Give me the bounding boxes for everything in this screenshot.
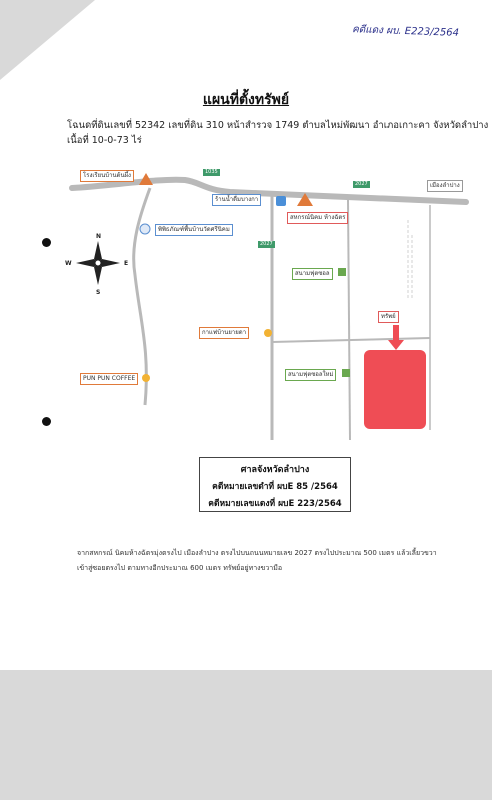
coop-label: สหกรณ์นิคม ห้างฉัตร [287, 212, 348, 224]
compass-rose [65, 233, 128, 296]
court-name: ศาลจังหวัดลำปาง [240, 465, 310, 475]
court-case-box [199, 457, 351, 512]
black-case-number: คดีหมายเลขดำที่ ผบE 85 /2564 [212, 482, 338, 492]
school-label: โรงเรียนบ้านต้นผึ้ง [80, 170, 134, 182]
handwritten-case-note: คดีแดง ผบ. E223/2564 [351, 24, 460, 39]
road-2027 [348, 200, 350, 440]
water-shop-label: ร้านน้ำดื่มบางกา [212, 194, 261, 206]
park-marker [338, 268, 346, 276]
directions-text: จากสหกรณ์ นิคมห้างฉัตรมุ่งตรงไป เมืองลำปาง ตรงไปบนถนนหมายเลข 2027 ตรงไปประมาณ 500 เมตร แล้วเลี้ยวขวาเข้าสู่ซอยตรงไป ตามทางอีกประมาณ 600 เมตร ทรัพย์อยู่ทางขวามือ [77, 549, 437, 572]
compass-n: N [96, 233, 102, 240]
main-road [72, 180, 466, 202]
water-shop-marker [276, 196, 286, 206]
area-info: เนื้อที่ 10-0-73 ไร่ [67, 135, 142, 146]
compass-w: W [65, 260, 72, 267]
compass-s: S [96, 289, 101, 296]
cafe-marker [264, 329, 272, 337]
compass-e: E [124, 260, 129, 267]
side-street [272, 338, 430, 342]
stadium-marker [342, 369, 350, 377]
museum-label: พิพิธภัณฑ์พื้นบ้านวัดศรีนิคม [155, 224, 233, 236]
cafe2-label: PUN PUN COFFEE [80, 373, 138, 385]
deed-info: โฉนดที่ดินเลขที่ 52342 เลขที่ดิน 310 หน้าสำรวจ 1749 ตำบลไหม่พัฒนา อำเภอเกาะคา จังหวัดลำปาง [67, 120, 489, 131]
museum-marker [140, 224, 150, 234]
city-label: เมืองลำปาง [427, 180, 463, 192]
property-label: ทรัพย์ [378, 311, 399, 323]
road-sign: 2027 [260, 241, 273, 247]
road-sign: 2027 [355, 181, 368, 187]
property-plot [364, 350, 426, 429]
cafe2-marker [142, 374, 150, 382]
stadium-label: สนามฟุตซอลใหม่ [285, 369, 336, 381]
park-label: สนามฟุตซอล [292, 268, 333, 280]
road-sign: 1035 [205, 169, 218, 175]
property-arrow [388, 325, 404, 350]
red-case-number: คดีหมายเลขแดงที่ ผบE 223/2564 [208, 499, 342, 509]
page-title: แผนที่ตั้งทรัพย์ [202, 92, 290, 108]
cafe-label: กาแฟบ้านยายดา [199, 327, 249, 339]
